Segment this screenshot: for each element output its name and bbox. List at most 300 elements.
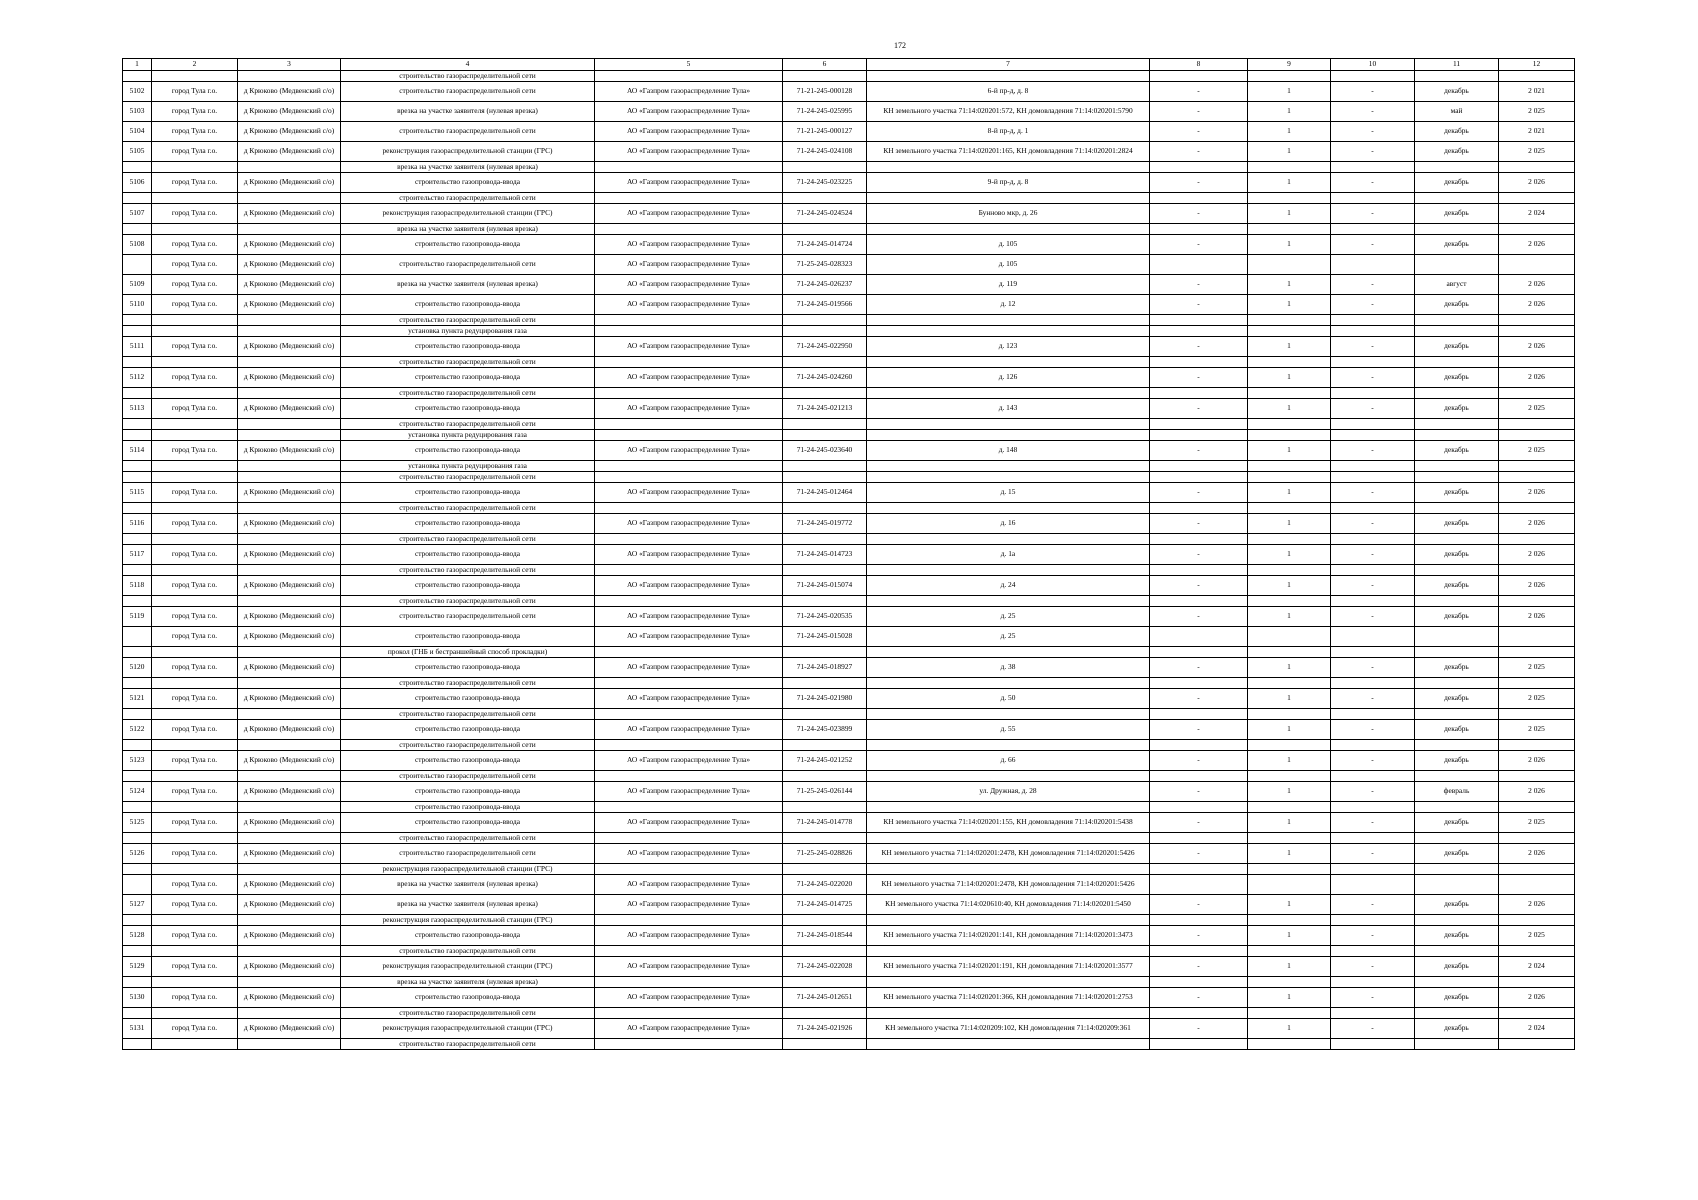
cell-col-3: д Крюково (Медвенский с/о) [238, 988, 341, 1008]
empty-cell [152, 864, 238, 875]
empty-cell [1331, 224, 1415, 235]
cell-col-12: 2 026 [1499, 988, 1575, 1008]
cell-col-11: декабрь [1415, 399, 1499, 419]
empty-cell [1150, 534, 1248, 545]
empty-cell [595, 977, 783, 988]
cell-col-9: 1 [1248, 957, 1331, 977]
cell-work-type: строительство газораспределительной сети [341, 472, 595, 483]
cell-col-5: АО «Газпром газораспределение Тула» [595, 441, 783, 461]
cell-col-9: 1 [1248, 658, 1331, 678]
cell-col-7: 8-й пр-д, д. 1 [867, 122, 1150, 142]
cell-col-3: д Крюково (Медвенский с/о) [238, 813, 341, 833]
empty-cell [238, 224, 341, 235]
empty-cell [595, 596, 783, 607]
empty-cell [238, 915, 341, 926]
empty-cell [1248, 193, 1331, 204]
cell-col-1 [123, 255, 152, 275]
empty-cell [152, 419, 238, 430]
cell-col-7: д. 50 [867, 689, 1150, 709]
table-row [123, 875, 1575, 895]
empty-cell [1248, 771, 1331, 782]
cell-col-4: строительство газораспределительной сети [341, 122, 595, 142]
sub-work-row [123, 534, 1575, 545]
empty-cell [595, 430, 783, 441]
cell-col-11: декабрь [1415, 813, 1499, 833]
cell-col-12 [1499, 255, 1575, 275]
sub-work-row [123, 864, 1575, 875]
cell-col-10: - [1331, 782, 1415, 802]
cell-col-12: 2 025 [1499, 399, 1575, 419]
empty-cell [1331, 833, 1415, 844]
cell-col-6: 71-21-245-000127 [783, 122, 867, 142]
cell-col-3: д Крюково (Медвенский с/о) [238, 102, 341, 122]
empty-cell [783, 565, 867, 576]
sub-work-row [123, 503, 1575, 514]
empty-cell [1150, 864, 1248, 875]
empty-cell [1150, 419, 1248, 430]
empty-cell [1248, 461, 1331, 472]
cell-col-6: 71-21-245-000128 [783, 82, 867, 102]
empty-cell [123, 472, 152, 483]
cell-col-4: строительство газопровода-ввода [341, 813, 595, 833]
empty-cell [1150, 647, 1248, 658]
cell-col-3: д Крюково (Медвенский с/о) [238, 607, 341, 627]
empty-cell [595, 678, 783, 689]
empty-cell [152, 472, 238, 483]
empty-cell [867, 472, 1150, 483]
cell-col-1: 5127 [123, 895, 152, 915]
empty-cell [1415, 315, 1499, 326]
empty-cell [1499, 388, 1575, 399]
cell-col-5: АО «Газпром газораспределение Тула» [595, 658, 783, 678]
page-number: 172 [894, 41, 906, 50]
cell-col-1: 5113 [123, 399, 152, 419]
cell-col-7: КН земельного участка 71:14:020610:40, КН домовладения 71:14:020201:5450 [867, 895, 1150, 915]
cell-col-11: декабрь [1415, 607, 1499, 627]
empty-cell [783, 388, 867, 399]
empty-cell [1150, 565, 1248, 576]
cell-col-7: д. 119 [867, 275, 1150, 295]
cell-col-1: 5104 [123, 122, 152, 142]
empty-cell [1150, 224, 1248, 235]
empty-cell [783, 946, 867, 957]
empty-cell [123, 864, 152, 875]
cell-col-6: 71-24-245-021980 [783, 689, 867, 709]
cell-col-5: АО «Газпром газораспределение Тула» [595, 957, 783, 977]
cell-col-8: - [1150, 607, 1248, 627]
empty-cell [867, 430, 1150, 441]
empty-cell [123, 915, 152, 926]
cell-work-type: строительство газораспределительной сети [341, 193, 595, 204]
empty-cell [595, 193, 783, 204]
cell-col-7: ул. Дружная, д. 28 [867, 782, 1150, 802]
cell-col-5: АО «Газпром газораспределение Тула» [595, 895, 783, 915]
cell-col-1: 5110 [123, 295, 152, 315]
empty-cell [152, 461, 238, 472]
empty-cell [1499, 596, 1575, 607]
empty-cell [1415, 802, 1499, 813]
empty-cell [867, 740, 1150, 751]
cell-col-5: АО «Газпром газораспределение Тула» [595, 782, 783, 802]
empty-cell [1331, 193, 1415, 204]
cell-col-4: строительство газораспределительной сети [341, 844, 595, 864]
empty-cell [595, 224, 783, 235]
table-row [123, 627, 1575, 647]
empty-cell [238, 740, 341, 751]
empty-cell [238, 1039, 341, 1050]
empty-cell [238, 977, 341, 988]
cell-col-10: - [1331, 483, 1415, 503]
sub-work-row [123, 977, 1575, 988]
empty-cell [1150, 678, 1248, 689]
empty-cell [1415, 864, 1499, 875]
table-row [123, 782, 1575, 802]
cell-col-12: 2 021 [1499, 82, 1575, 102]
cell-work-type: строительство газораспределительной сети [341, 534, 595, 545]
cell-col-3: д Крюково (Медвенский с/о) [238, 399, 341, 419]
empty-cell [595, 503, 783, 514]
cell-col-7: д. 38 [867, 658, 1150, 678]
cell-col-9: 1 [1248, 813, 1331, 833]
empty-cell [1331, 388, 1415, 399]
sub-work-row [123, 565, 1575, 576]
sub-work-row [123, 315, 1575, 326]
empty-cell [238, 71, 341, 82]
empty-cell [1248, 946, 1331, 957]
empty-cell [783, 1008, 867, 1019]
cell-col-2: город Тула г.о. [152, 399, 238, 419]
cell-col-5: АО «Газпром газораспределение Тула» [595, 337, 783, 357]
empty-cell [783, 419, 867, 430]
empty-cell [783, 647, 867, 658]
empty-cell [1499, 946, 1575, 957]
column-header: 1 [123, 59, 152, 71]
cell-col-7: КН земельного участка 71:14:020209:102, КН домовладения 71:14:020209:361 [867, 1019, 1150, 1039]
cell-col-6: 71-24-245-018927 [783, 658, 867, 678]
empty-cell [152, 534, 238, 545]
empty-cell [1248, 162, 1331, 173]
empty-cell [1331, 596, 1415, 607]
sub-work-row [123, 326, 1575, 337]
empty-cell [152, 357, 238, 368]
cell-col-7: КН земельного участка 71:14:020201:2478, КН домовладения 71:14:020201:5426 [867, 844, 1150, 864]
cell-work-type: врезка на участке заявителя (нулевая врезка) [341, 977, 595, 988]
cell-col-9: 1 [1248, 142, 1331, 162]
empty-cell [1499, 193, 1575, 204]
cell-col-12: 2 026 [1499, 844, 1575, 864]
sub-work-row [123, 71, 1575, 82]
column-header: 5 [595, 59, 783, 71]
cell-col-12: 2 026 [1499, 782, 1575, 802]
empty-cell [238, 709, 341, 720]
empty-cell [1248, 1008, 1331, 1019]
cell-col-11: декабрь [1415, 658, 1499, 678]
empty-cell [1248, 864, 1331, 875]
empty-cell [123, 946, 152, 957]
sub-work-row [123, 162, 1575, 173]
empty-cell [595, 1008, 783, 1019]
empty-cell [1150, 977, 1248, 988]
empty-cell [1150, 709, 1248, 720]
cell-col-10: - [1331, 204, 1415, 224]
cell-col-5: АО «Газпром газораспределение Тула» [595, 102, 783, 122]
cell-col-2: город Тула г.о. [152, 295, 238, 315]
empty-cell [1415, 193, 1499, 204]
table-row [123, 102, 1575, 122]
empty-cell [238, 162, 341, 173]
cell-col-6: 71-24-245-024260 [783, 368, 867, 388]
cell-col-7: д. 126 [867, 368, 1150, 388]
cell-col-6: 71-24-245-014778 [783, 813, 867, 833]
cell-col-6: 71-24-245-023899 [783, 720, 867, 740]
cell-col-7: д. 25 [867, 627, 1150, 647]
cell-col-5: АО «Газпром газораспределение Тула» [595, 483, 783, 503]
cell-col-2: город Тула г.о. [152, 102, 238, 122]
cell-col-5: АО «Газпром газораспределение Тула» [595, 82, 783, 102]
empty-cell [238, 326, 341, 337]
empty-cell [1331, 1039, 1415, 1050]
table-row [123, 545, 1575, 565]
empty-cell [1499, 534, 1575, 545]
cell-col-9: 1 [1248, 751, 1331, 771]
empty-cell [1150, 430, 1248, 441]
cell-col-6: 71-24-245-022950 [783, 337, 867, 357]
cell-col-11: декабрь [1415, 751, 1499, 771]
cell-work-type: строительство газораспределительной сети [341, 357, 595, 368]
table-row [123, 122, 1575, 142]
sub-work-row [123, 472, 1575, 483]
cell-col-4: строительство газораспределительной сети [341, 607, 595, 627]
sub-work-row [123, 224, 1575, 235]
empty-cell [1150, 162, 1248, 173]
column-header: 2 [152, 59, 238, 71]
cell-col-4: строительство газопровода-ввода [341, 295, 595, 315]
table-row [123, 483, 1575, 503]
cell-col-9 [1248, 627, 1331, 647]
cell-col-8: - [1150, 658, 1248, 678]
empty-cell [595, 472, 783, 483]
empty-cell [238, 503, 341, 514]
table-row [123, 514, 1575, 534]
cell-col-1: 5129 [123, 957, 152, 977]
sub-work-row [123, 388, 1575, 399]
cell-col-9: 1 [1248, 689, 1331, 709]
cell-col-10: - [1331, 895, 1415, 915]
cell-col-4: строительство газопровода-ввода [341, 337, 595, 357]
cell-col-4: реконструкция газораспределительной станции (ГРС) [341, 1019, 595, 1039]
empty-cell [1415, 740, 1499, 751]
empty-cell [123, 596, 152, 607]
table-row [123, 576, 1575, 596]
table-row [123, 295, 1575, 315]
cell-col-10: - [1331, 957, 1415, 977]
empty-cell [1248, 977, 1331, 988]
column-header: 8 [1150, 59, 1248, 71]
cell-col-12: 2 025 [1499, 658, 1575, 678]
cell-col-8 [1150, 627, 1248, 647]
cell-col-10: - [1331, 102, 1415, 122]
empty-cell [1248, 802, 1331, 813]
cell-col-2: город Тула г.о. [152, 514, 238, 534]
cell-col-3: д Крюково (Медвенский с/о) [238, 875, 341, 895]
cell-col-1: 5106 [123, 173, 152, 193]
cell-col-4: строительство газопровода-ввода [341, 720, 595, 740]
cell-col-3: д Крюково (Медвенский с/о) [238, 957, 341, 977]
empty-cell [1248, 915, 1331, 926]
cell-col-3: д Крюково (Медвенский с/о) [238, 142, 341, 162]
cell-work-type: установка пункта редуцирования газа [341, 461, 595, 472]
cell-col-5: АО «Газпром газораспределение Тула» [595, 576, 783, 596]
cell-col-5: АО «Газпром газораспределение Тула» [595, 875, 783, 895]
empty-cell [152, 1008, 238, 1019]
sub-work-row [123, 430, 1575, 441]
cell-col-5: АО «Газпром газораспределение Тула» [595, 607, 783, 627]
empty-cell [1150, 833, 1248, 844]
cell-col-7: д. 24 [867, 576, 1150, 596]
empty-cell [152, 977, 238, 988]
cell-col-3: д Крюково (Медвенский с/о) [238, 720, 341, 740]
empty-cell [1415, 771, 1499, 782]
empty-cell [1415, 472, 1499, 483]
empty-cell [1331, 802, 1415, 813]
cell-col-3: д Крюково (Медвенский с/о) [238, 1019, 341, 1039]
cell-col-3: д Крюково (Медвенский с/о) [238, 173, 341, 193]
cell-col-10: - [1331, 689, 1415, 709]
cell-col-1: 5121 [123, 689, 152, 709]
cell-col-2: город Тула г.о. [152, 813, 238, 833]
empty-cell [783, 678, 867, 689]
empty-cell [1331, 315, 1415, 326]
empty-cell [1331, 534, 1415, 545]
empty-cell [123, 419, 152, 430]
empty-cell [867, 596, 1150, 607]
empty-cell [595, 802, 783, 813]
cell-col-10: - [1331, 813, 1415, 833]
empty-cell [1248, 709, 1331, 720]
table-row [123, 895, 1575, 915]
cell-col-8: - [1150, 514, 1248, 534]
cell-col-2: город Тула г.о. [152, 689, 238, 709]
empty-cell [783, 461, 867, 472]
empty-cell [867, 503, 1150, 514]
cell-col-3: д Крюково (Медвенский с/о) [238, 368, 341, 388]
cell-work-type: реконструкция газораспределительной станции (ГРС) [341, 915, 595, 926]
empty-cell [783, 596, 867, 607]
empty-cell [1248, 357, 1331, 368]
empty-cell [123, 357, 152, 368]
empty-cell [1499, 864, 1575, 875]
cell-col-6: 71-24-245-012464 [783, 483, 867, 503]
cell-col-8: - [1150, 295, 1248, 315]
cell-col-9: 1 [1248, 82, 1331, 102]
cell-col-3: д Крюково (Медвенский с/о) [238, 576, 341, 596]
cell-col-6: 71-24-245-018544 [783, 926, 867, 946]
cell-work-type: строительство газораспределительной сети [341, 1008, 595, 1019]
cell-col-10: - [1331, 988, 1415, 1008]
cell-col-1: 5102 [123, 82, 152, 102]
cell-col-1: 5103 [123, 102, 152, 122]
cell-col-6: 71-24-245-026237 [783, 275, 867, 295]
empty-cell [1499, 678, 1575, 689]
cell-col-7: КН земельного участка 71:14:020201:191, КН домовладения 71:14:020201:3577 [867, 957, 1150, 977]
cell-col-6: 71-24-245-015074 [783, 576, 867, 596]
column-header: 9 [1248, 59, 1331, 71]
empty-cell [152, 193, 238, 204]
empty-cell [1248, 71, 1331, 82]
empty-cell [123, 802, 152, 813]
empty-cell [1150, 740, 1248, 751]
cell-col-3: д Крюково (Медвенский с/о) [238, 483, 341, 503]
empty-cell [1499, 833, 1575, 844]
empty-cell [867, 678, 1150, 689]
empty-cell [595, 388, 783, 399]
empty-cell [1415, 430, 1499, 441]
cell-col-2: город Тула г.о. [152, 844, 238, 864]
cell-col-1: 5115 [123, 483, 152, 503]
cell-col-5: АО «Газпром газораспределение Тула» [595, 142, 783, 162]
cell-col-1: 5108 [123, 235, 152, 255]
empty-cell [1248, 430, 1331, 441]
empty-cell [1248, 326, 1331, 337]
cell-col-10: - [1331, 441, 1415, 461]
empty-cell [1248, 1039, 1331, 1050]
empty-cell [1248, 503, 1331, 514]
cell-col-3: д Крюково (Медвенский с/о) [238, 441, 341, 461]
empty-cell [783, 503, 867, 514]
cell-col-1: 5122 [123, 720, 152, 740]
cell-col-5: АО «Газпром газораспределение Тула» [595, 399, 783, 419]
cell-col-4: строительство газопровода-ввода [341, 483, 595, 503]
empty-cell [1415, 977, 1499, 988]
cell-col-1: 5109 [123, 275, 152, 295]
cell-col-12: 2 026 [1499, 173, 1575, 193]
sub-work-row [123, 802, 1575, 813]
empty-cell [867, 565, 1150, 576]
cell-col-1: 5118 [123, 576, 152, 596]
empty-cell [123, 740, 152, 751]
empty-cell [1499, 326, 1575, 337]
cell-col-10: - [1331, 337, 1415, 357]
empty-cell [238, 802, 341, 813]
empty-cell [123, 224, 152, 235]
cell-col-11: декабрь [1415, 988, 1499, 1008]
empty-cell [867, 534, 1150, 545]
cell-col-4: строительство газопровода-ввода [341, 235, 595, 255]
cell-col-5: АО «Газпром газораспределение Тула» [595, 926, 783, 946]
empty-cell [783, 162, 867, 173]
empty-cell [152, 224, 238, 235]
cell-col-9: 1 [1248, 102, 1331, 122]
empty-cell [123, 833, 152, 844]
cell-col-10: - [1331, 720, 1415, 740]
cell-work-type: строительство газораспределительной сети [341, 388, 595, 399]
empty-cell [867, 315, 1150, 326]
empty-cell [1415, 833, 1499, 844]
cell-col-10: - [1331, 399, 1415, 419]
cell-col-4: врезка на участке заявителя (нулевая врезка) [341, 895, 595, 915]
empty-cell [867, 1008, 1150, 1019]
cell-col-8: - [1150, 82, 1248, 102]
sub-work-row [123, 678, 1575, 689]
cell-col-8: - [1150, 368, 1248, 388]
table-row [123, 658, 1575, 678]
cell-col-2: город Тула г.о. [152, 441, 238, 461]
table-row [123, 844, 1575, 864]
cell-col-9: 1 [1248, 235, 1331, 255]
column-header-row [123, 59, 1575, 71]
cell-col-10 [1331, 875, 1415, 895]
cell-col-12: 2 024 [1499, 957, 1575, 977]
